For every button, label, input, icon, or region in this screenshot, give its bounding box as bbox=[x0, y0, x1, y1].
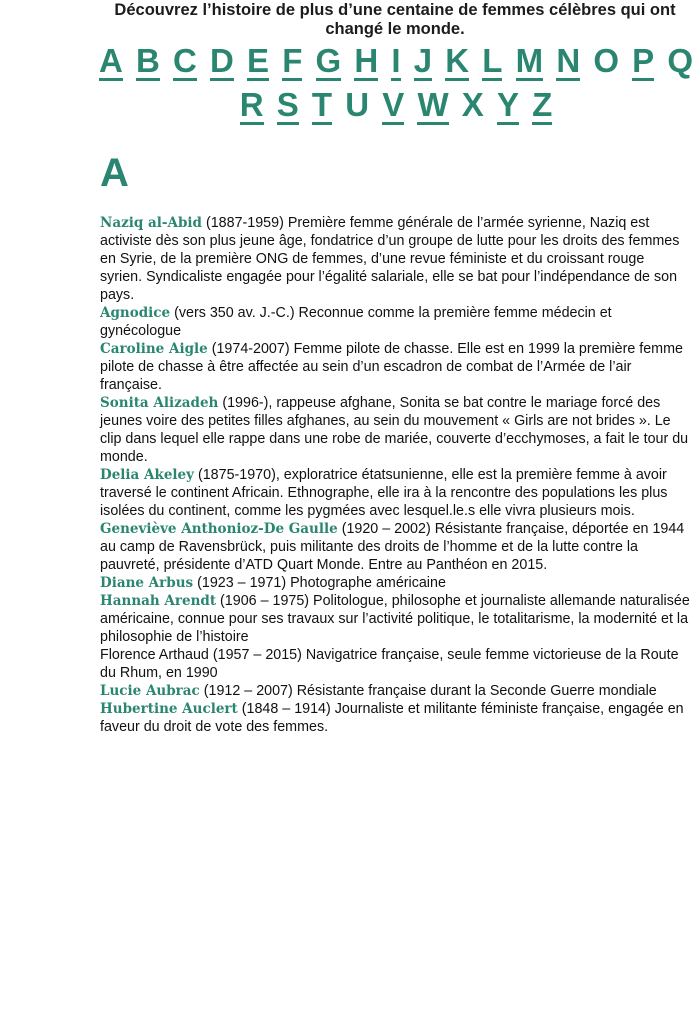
entry-description: (1912 – 2007) Résistante française durant la Seconde Guerre mondiale bbox=[199, 683, 657, 699]
entry-item bbox=[100, 700, 690, 736]
entry-description: (1957 – 2015) Navigatrice française, seule femme victorieuse de la Route du Rhum, en 1990 bbox=[100, 647, 679, 681]
alphabet-letter-o: O bbox=[593, 42, 619, 79]
alphabet-link-v[interactable]: V bbox=[382, 86, 405, 123]
entry-description: (1848 – 1914) Journaliste et militante féministe française, engagée en faveur du droit de vote des femmes. bbox=[100, 701, 684, 735]
alphabet-link-i[interactable]: I bbox=[391, 42, 401, 79]
entry-item bbox=[100, 340, 690, 394]
entry-name: Lucie Aubrac bbox=[100, 683, 200, 699]
entry-name: Hannah Arendt bbox=[100, 593, 217, 609]
alphabet-letter-q: Q bbox=[667, 42, 694, 79]
entry-description: (1996-), rappeuse afghane, Sonita se bat contre le mariage forcé des jeunes voire des petites filles afghanes, au sein du mouvement « Girls are not brides ». Le clip dans lequel elle rappe dans une robe de mariée, couverte d’ecchymoses, a fait le tour du monde. bbox=[100, 395, 689, 465]
entry-name: Geneviève Anthonioz-De Gaulle bbox=[100, 521, 338, 537]
alphabet-link-t[interactable]: T bbox=[311, 86, 333, 123]
alphabet-link-r[interactable]: R bbox=[239, 86, 264, 123]
alphabet-link-j[interactable]: J bbox=[413, 42, 433, 79]
entry-description: (1906 – 1975) Politologue, philosophe et journaliste allemande naturalisée américaine, connue pour ses travaux sur l’activité politique, le totalitarisme, la modernité et la philosophie de l’histoire bbox=[100, 593, 690, 645]
entry-name: Diane Arbus bbox=[100, 575, 194, 591]
alphabet-link-g[interactable]: G bbox=[315, 42, 342, 79]
entry-name: Agnodice bbox=[100, 305, 171, 321]
alphabet-link-d[interactable]: D bbox=[210, 42, 234, 79]
entry-description: (1920 – 2002) Résistante française, déportée en 1944 au camp de Ravensbrück, puis militante des droits de l’homme et de la lutte contre la pauvreté, présidente d’ATD Quart Monde. Entre au Panthéon en 2015. bbox=[100, 521, 685, 573]
entry-item bbox=[100, 304, 690, 340]
entry-item bbox=[100, 592, 690, 646]
alphabet-nav-row-1 bbox=[96, 42, 696, 81]
alphabet-letter-u: U bbox=[345, 86, 370, 123]
entry-name: Naziq al-Abid bbox=[100, 215, 202, 231]
entry-name: Delia Akeley bbox=[100, 467, 194, 483]
entry-item bbox=[100, 646, 690, 682]
entry-name: Sonita Alizadeh bbox=[100, 395, 219, 411]
entry-name: Hubertine Auclert bbox=[100, 701, 238, 717]
alphabet-link-b[interactable]: B bbox=[135, 42, 160, 79]
alphabet-link-k[interactable]: K bbox=[445, 42, 470, 79]
alphabet-link-e[interactable]: E bbox=[247, 42, 270, 79]
entry-item bbox=[100, 574, 690, 592]
entry-description: (1923 – 1971) Photographe américaine bbox=[193, 575, 446, 591]
alphabet-link-h[interactable]: H bbox=[354, 42, 379, 79]
entry-name: Florence Arthaud bbox=[100, 647, 209, 663]
alphabet-link-z[interactable]: Z bbox=[532, 86, 553, 123]
entry-item bbox=[100, 466, 690, 520]
alphabet-link-f[interactable]: F bbox=[282, 42, 303, 79]
entry-item bbox=[100, 682, 690, 700]
entry-item bbox=[100, 394, 690, 466]
alphabet-link-s[interactable]: S bbox=[276, 86, 299, 123]
alphabet-link-m[interactable]: M bbox=[515, 42, 544, 79]
alphabet-link-n[interactable]: N bbox=[556, 42, 581, 79]
entry-item bbox=[100, 520, 690, 574]
alphabet-link-c[interactable]: C bbox=[172, 42, 197, 79]
entry-item bbox=[100, 214, 690, 304]
alphabet-letter-x: X bbox=[461, 86, 484, 123]
alphabet-link-w[interactable]: W bbox=[417, 86, 449, 123]
entry-name: Caroline Aigle bbox=[100, 341, 208, 357]
alphabet-link-y[interactable]: Y bbox=[496, 86, 519, 123]
entry-description: (vers 350 av. J.-C.) Reconnue comme la première femme médecin et gynécologue bbox=[100, 305, 612, 339]
alphabet-link-p[interactable]: P bbox=[632, 42, 655, 79]
entries-list bbox=[100, 214, 690, 736]
entry-description: (1875-1970), exploratrice étatsunienne, elle est la première femme à avoir traversé le continent Africain. Ethnographe, elle ira à la rencontre des populations les plus isolées du continent, comme les pygmées avec lesquel.le.s elle vivra plusieurs mois. bbox=[100, 467, 668, 519]
entry-description: (1974-2007) Femme pilote de chasse. Elle est en 1999 la première femme pilote de chasse à être affectée au sein d’un escadron de combat de l’Armée de l’air française. bbox=[100, 341, 683, 393]
entry-description: (1887-1959) Première femme générale de l’armée syrienne, Naziq est activiste dès son plus jeune âge, fondatrice d’un groupe de lutte pour les droits des femmes en Syrie, de la première ONG de femmes, d’une revue féministe et du croissant rouge syrien. Syndicaliste engagée pour l’égalité salariale, elle se bat pour l’indépendance de son pays. bbox=[100, 215, 680, 303]
section-heading: A bbox=[100, 151, 129, 195]
alphabet-link-a[interactable]: A bbox=[98, 42, 123, 79]
page-title: Découvrez l’histoire de plus d’une centaine de femmes célèbres qui ont changé le monde. bbox=[114, 1, 676, 38]
alphabet-nav-row-2 bbox=[96, 86, 696, 125]
alphabet-link-l[interactable]: L bbox=[482, 42, 503, 79]
